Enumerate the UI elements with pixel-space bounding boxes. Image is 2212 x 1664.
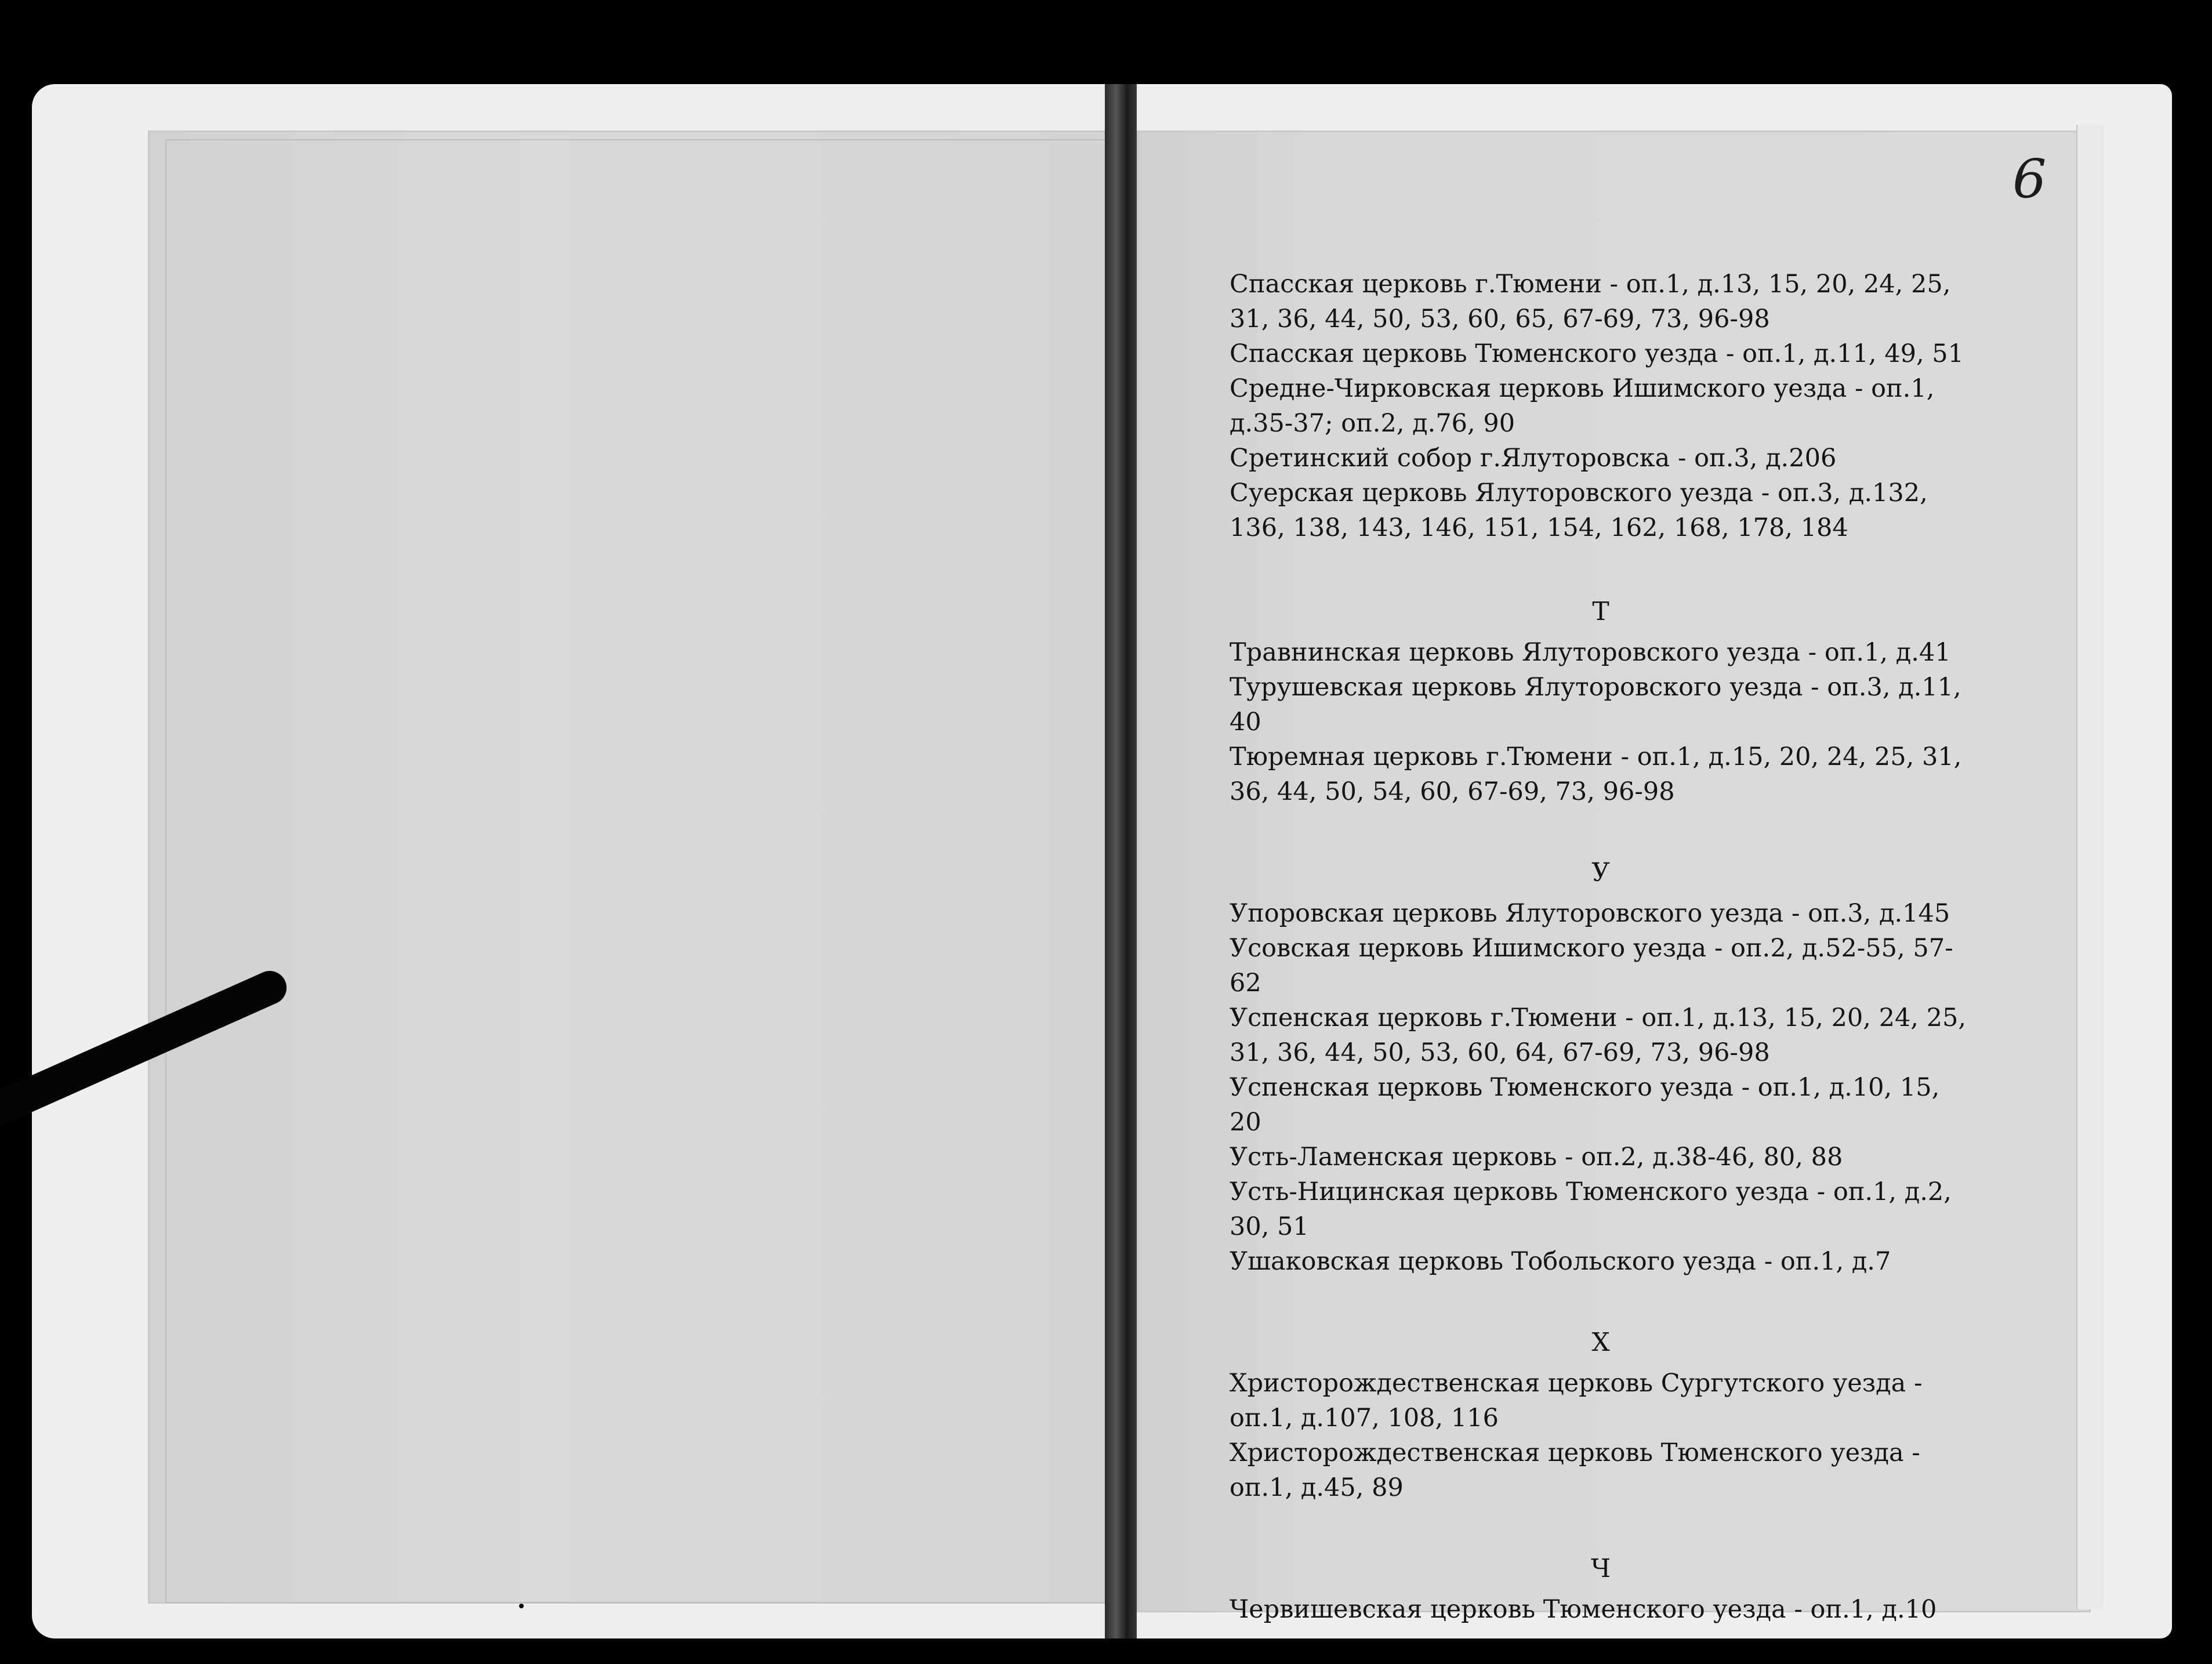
- index-entry: Суерская церковь Ялуторовского уезда - оп.3, д.132, 136, 138, 143, 146, 151, 154, 162, 168, 178, 184: [1230, 478, 1928, 542]
- index-section-h: [1230, 1325, 1972, 1505]
- index-entry: Успенская церковь Тюменского уезда - оп.1, д.10, 15, 20: [1230, 1073, 1940, 1137]
- index-section-ch: [1230, 1551, 1972, 1627]
- index-entry: Спасская церковь г.Тюмени - оп.1, д.13, 15, 20, 24, 25, 31, 36, 44, 50, 53, 60, 65, 67-69, 73, 96-98: [1230, 270, 1951, 333]
- left-page-border: [165, 139, 1116, 1603]
- index-entry: Средне-Чирковская церковь Ишимского уезда - оп.1, д.35-37; оп.2, д.76, 90: [1230, 374, 1935, 438]
- index-section-t: [1230, 594, 1972, 809]
- right-page-edge: [2076, 125, 2104, 1609]
- index-entry: Сретинский собор г.Ялуторовска - оп.3, д.206: [1230, 444, 1837, 473]
- index-entry: Тюремная церковь г.Тюмени - оп.1, д.15, 20, 24, 25, 31, 36, 44, 50, 54, 60, 67-69, 73, 96-98: [1230, 742, 1962, 806]
- index-entry: Турушевская церковь Ялуторовского уезда - оп.3, д.11, 40: [1230, 673, 1961, 737]
- book-spine: [1105, 84, 1137, 1638]
- index-entry: Усовская церковь Ишимского уезда - оп.2, д.52-55, 57-62: [1230, 934, 1953, 998]
- page-number: 6: [2012, 148, 2047, 210]
- section-letter: Т: [1592, 597, 1609, 626]
- index-entry: Спасская церковь Тюменского уезда - оп.1, д.11, 49, 51: [1230, 339, 1964, 368]
- index-entry: Успенская церковь г.Тюмени - оп.1, д.13, 15, 20, 24, 25, 31, 36, 44, 50, 53, 60, 64, 67-69, 73, 96-98: [1230, 1003, 1967, 1067]
- index-entry: Христорождественская церковь Тюменского уезда - оп.1, д.45, 89: [1230, 1438, 1920, 1502]
- index-entry: Усть-Ницинская церковь Тюменского уезда - оп.1, д.2, 30, 51: [1230, 1177, 1952, 1241]
- index-entry: Червишевская церковь Тюменского уезда - оп.1, д.10: [1230, 1595, 1937, 1624]
- index-section: [1230, 267, 1972, 545]
- index-entry: Ушаковская церковь Тобольского уезда - оп.1, д.7: [1230, 1247, 1891, 1276]
- index-entry: Травнинская церковь Ялуторовского уезда - оп.1, д.41: [1230, 638, 1951, 667]
- section-letter: Х: [1591, 1328, 1610, 1357]
- church-index-list: [1230, 267, 1972, 1627]
- index-entry: Усть-Ламенская церковь - оп.2, д.38-46, 80, 88: [1230, 1143, 1843, 1172]
- index-section-u: [1230, 855, 1972, 1279]
- index-entry: Упоровская церковь Ялуторовского уезда - оп.3, д.145: [1230, 899, 1950, 928]
- speck: [519, 1604, 524, 1608]
- section-letter: У: [1591, 858, 1610, 887]
- index-entry: Христорождественская церковь Сургутского уезда - оп.1, д.107, 108, 116: [1230, 1369, 1923, 1433]
- section-letter: Ч: [1590, 1554, 1611, 1583]
